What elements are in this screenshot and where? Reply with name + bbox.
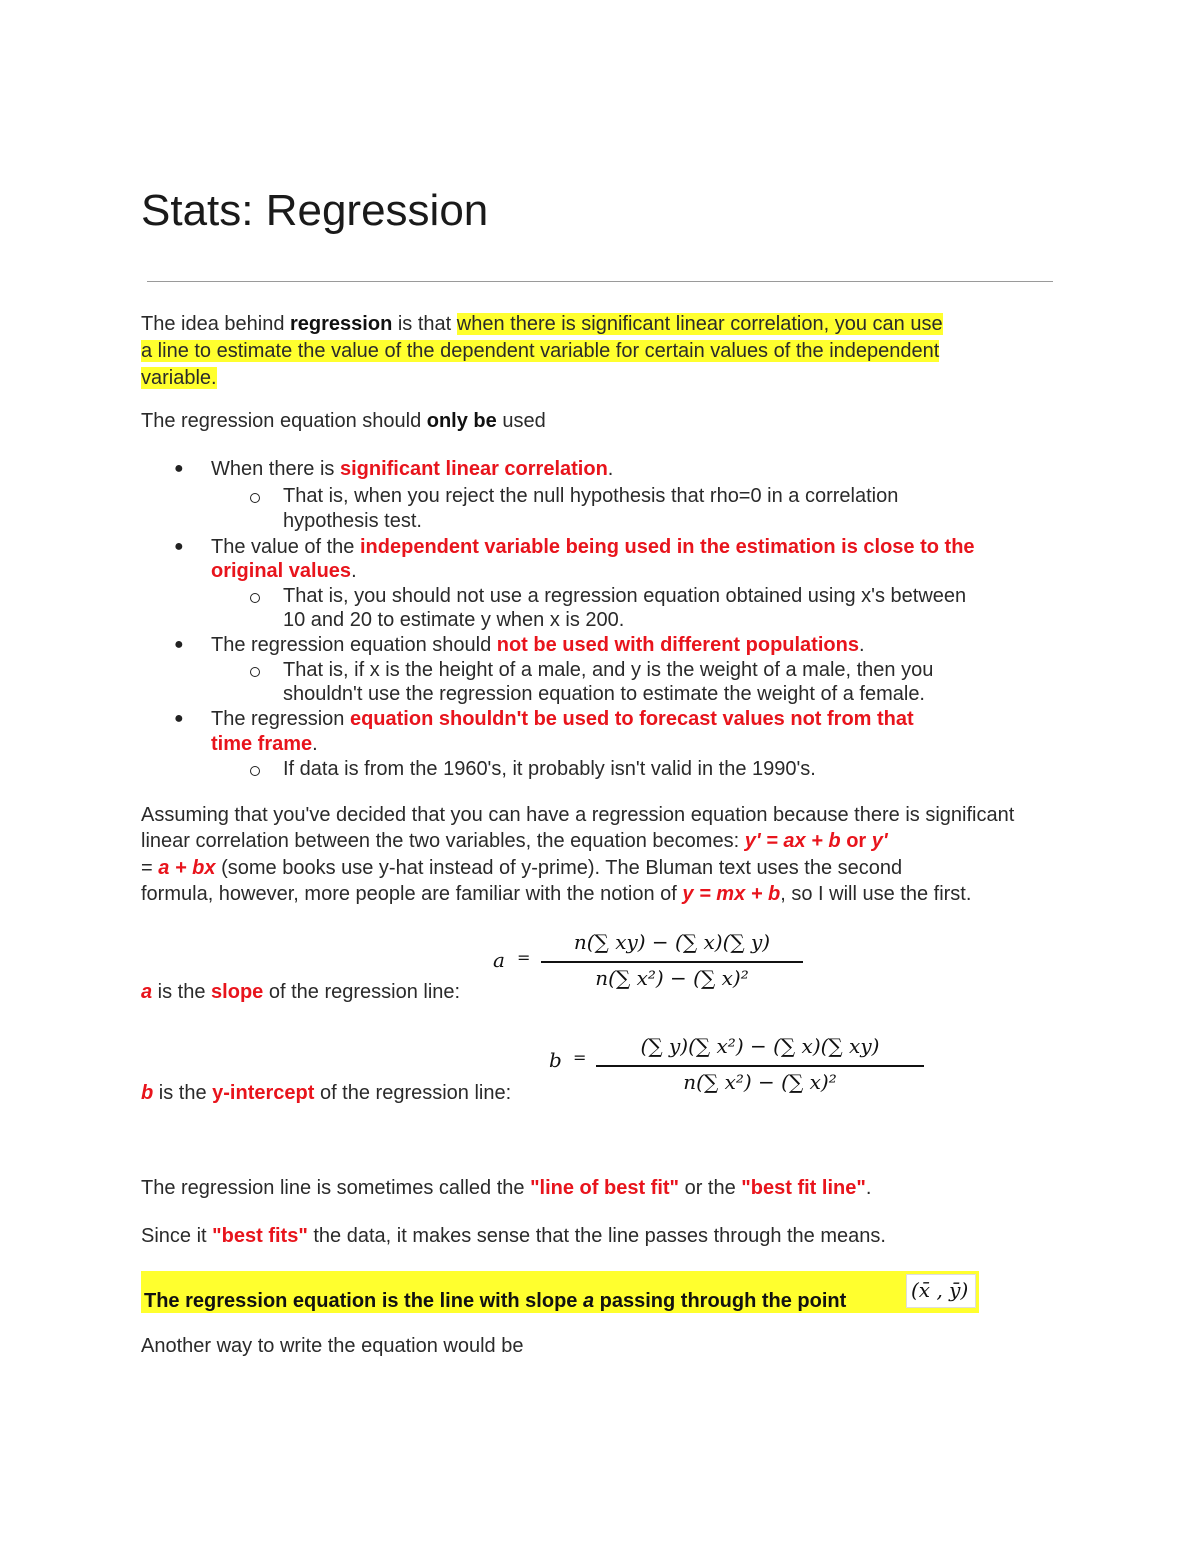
assume-text: (some books use y-hat instead of y-prime). The Bluman text uses the second — [215, 857, 903, 879]
sub-bullet-circle — [250, 490, 260, 508]
bullet-text: . — [607, 458, 614, 480]
assume-formula-or: or — [840, 830, 872, 852]
sub-bullet-circle — [250, 590, 260, 608]
slope-text: is the — [152, 981, 212, 1003]
intro-highlight: a line to estimate the value of the dependent variable for certain values of the independent — [141, 340, 940, 362]
sub-3-line-1: That is, if x is the height of a male, and y is the weight of a male, then you — [283, 659, 934, 681]
bestfit-text: or the — [679, 1177, 742, 1199]
bullet-text: . — [858, 634, 865, 656]
key-statement-highlight — [141, 1271, 979, 1313]
sub-4-line-1: If data is from the 1960's, it probably isn't valid in the 1990's. — [283, 758, 816, 780]
since-text: Since it — [141, 1225, 213, 1247]
bullet-text: The value of the — [211, 536, 360, 558]
assume-text: = — [141, 857, 159, 879]
bullet-emphasis: original values — [211, 560, 352, 582]
intro-line-3 — [141, 365, 217, 391]
formula-b-denominator: n(∑ x²) − (∑ x)² — [683, 1070, 837, 1094]
formula-a-denominator: n(∑ x²) − (∑ x)² — [595, 966, 749, 990]
key-text: passing through the point — [594, 1290, 847, 1312]
sub-bullet-circle — [250, 763, 260, 781]
intercept-var: b — [141, 1082, 154, 1104]
bestfit-quote: "best fit line" — [741, 1177, 866, 1199]
only-text: The regression equation should — [141, 410, 427, 432]
bullet-emphasis: significant linear correlation — [339, 458, 608, 480]
bullet-emphasis: independent variable being used in the estimation is close to the — [359, 536, 975, 558]
assume-formula: y' — [871, 830, 888, 852]
intro-line-1 — [141, 311, 943, 337]
bullet-4-line-1 — [211, 706, 914, 732]
bullet-dot: ● — [174, 636, 184, 653]
assume-formula: y' = ax + b — [744, 830, 841, 852]
bullet-dot: ● — [174, 538, 184, 555]
assume-text: formula, however, more people are familiar with the notion of — [141, 883, 683, 905]
only-text: used — [496, 410, 546, 432]
mean-point-box — [906, 1274, 976, 1308]
bullet-2-line-2 — [211, 558, 357, 584]
assume-line-3 — [141, 855, 902, 881]
sub-bullet-circle — [250, 664, 260, 682]
intro-keyword: regression — [290, 313, 393, 335]
bullet-dot: ● — [174, 710, 184, 727]
since-line — [141, 1223, 886, 1249]
bullet-2-line-1 — [211, 534, 975, 560]
intro-line-2 — [141, 338, 939, 364]
since-quote: "best fits" — [212, 1225, 308, 1247]
bullet-dot: ● — [174, 460, 184, 477]
bestfit-text: . — [865, 1177, 872, 1199]
sub-2-line-2: 10 and 20 to estimate y when x is 200. — [283, 609, 625, 631]
bestfit-line — [141, 1175, 871, 1201]
formula-a-equals: = — [517, 948, 531, 967]
bullet-text: When there is — [211, 458, 340, 480]
assume-formula: a + bx — [158, 857, 216, 879]
sub-3-line-2: shouldn't use the regression equation to estimate the weight of a female. — [283, 683, 925, 705]
formula-b-lhs: b — [549, 1048, 562, 1072]
bullet-emphasis: not be used with different populations — [496, 634, 859, 656]
bullet-text: The regression equation should — [211, 634, 497, 656]
another-line: Another way to write the equation would be — [141, 1335, 524, 1357]
assume-line-2 — [141, 828, 888, 854]
assume-formula: y = mx + b — [682, 883, 781, 905]
key-text: The regression equation is the line with slope — [144, 1290, 583, 1312]
formula-a-lhs: a — [493, 948, 505, 972]
since-text: the data, it makes sense that the line passes through the means. — [307, 1225, 886, 1247]
bullet-text: . — [351, 560, 357, 582]
bullet-4-line-2 — [211, 731, 318, 757]
sub-2-line-1: That is, you should not use a regression equation obtained using x's between — [283, 585, 967, 607]
bullet-emphasis: time frame — [211, 733, 313, 755]
title-divider — [147, 281, 1053, 282]
slope-keyword: slope — [211, 981, 264, 1003]
intercept-text: is the — [153, 1082, 213, 1104]
mean-point: (x̄ , ȳ) — [911, 1278, 969, 1302]
formula-b-equals: = — [573, 1048, 587, 1067]
bullet-1 — [211, 456, 613, 482]
intercept-text: of the regression line: — [314, 1082, 512, 1104]
intercept-keyword: y-intercept — [212, 1082, 315, 1104]
bullet-text: The regression — [211, 708, 350, 730]
slope-text: of the regression line: — [263, 981, 461, 1003]
assume-line-4 — [141, 881, 971, 907]
assume-text: linear correlation between the two variables, the equation becomes: — [141, 830, 745, 852]
formula-b-numerator: (∑ y)(∑ x²) − (∑ x)(∑ xy) — [640, 1034, 880, 1058]
formula-a-numerator: n(∑ xy) − (∑ x)(∑ y) — [573, 930, 771, 954]
sub-1-line-2: hypothesis test. — [283, 510, 422, 532]
assume-line-1: Assuming that you've decided that you can have a regression equation because there is significant — [141, 804, 1015, 826]
only-used-line — [141, 408, 546, 434]
intro-text: is that — [392, 313, 457, 335]
bestfit-quote: "line of best fit" — [530, 1177, 680, 1199]
bullet-emphasis: equation shouldn't be used to forecast values not from that — [349, 708, 914, 730]
only-keyword: only be — [426, 410, 497, 432]
key-var: a — [582, 1290, 595, 1312]
bullet-3 — [211, 632, 865, 658]
formula-a-fraction-bar — [541, 961, 803, 963]
intro-highlight: variable. — [141, 367, 217, 389]
intro-text: The idea behind — [141, 313, 291, 335]
slope-line — [141, 979, 460, 1005]
sub-1-line-1: That is, when you reject the null hypothesis that rho=0 in a correlation — [283, 485, 899, 507]
bullet-text: . — [312, 733, 318, 755]
key-statement — [144, 1288, 846, 1314]
intercept-line — [141, 1080, 511, 1106]
assume-text: , so I will use the first. — [780, 883, 972, 905]
intro-highlight: when there is significant linear correlation, you can use — [456, 313, 943, 335]
formula-b-fraction-bar — [596, 1065, 924, 1067]
slope-var: a — [141, 981, 153, 1003]
bestfit-text: The regression line is sometimes called the — [141, 1177, 531, 1199]
page-title: Stats: Regression — [141, 186, 489, 235]
